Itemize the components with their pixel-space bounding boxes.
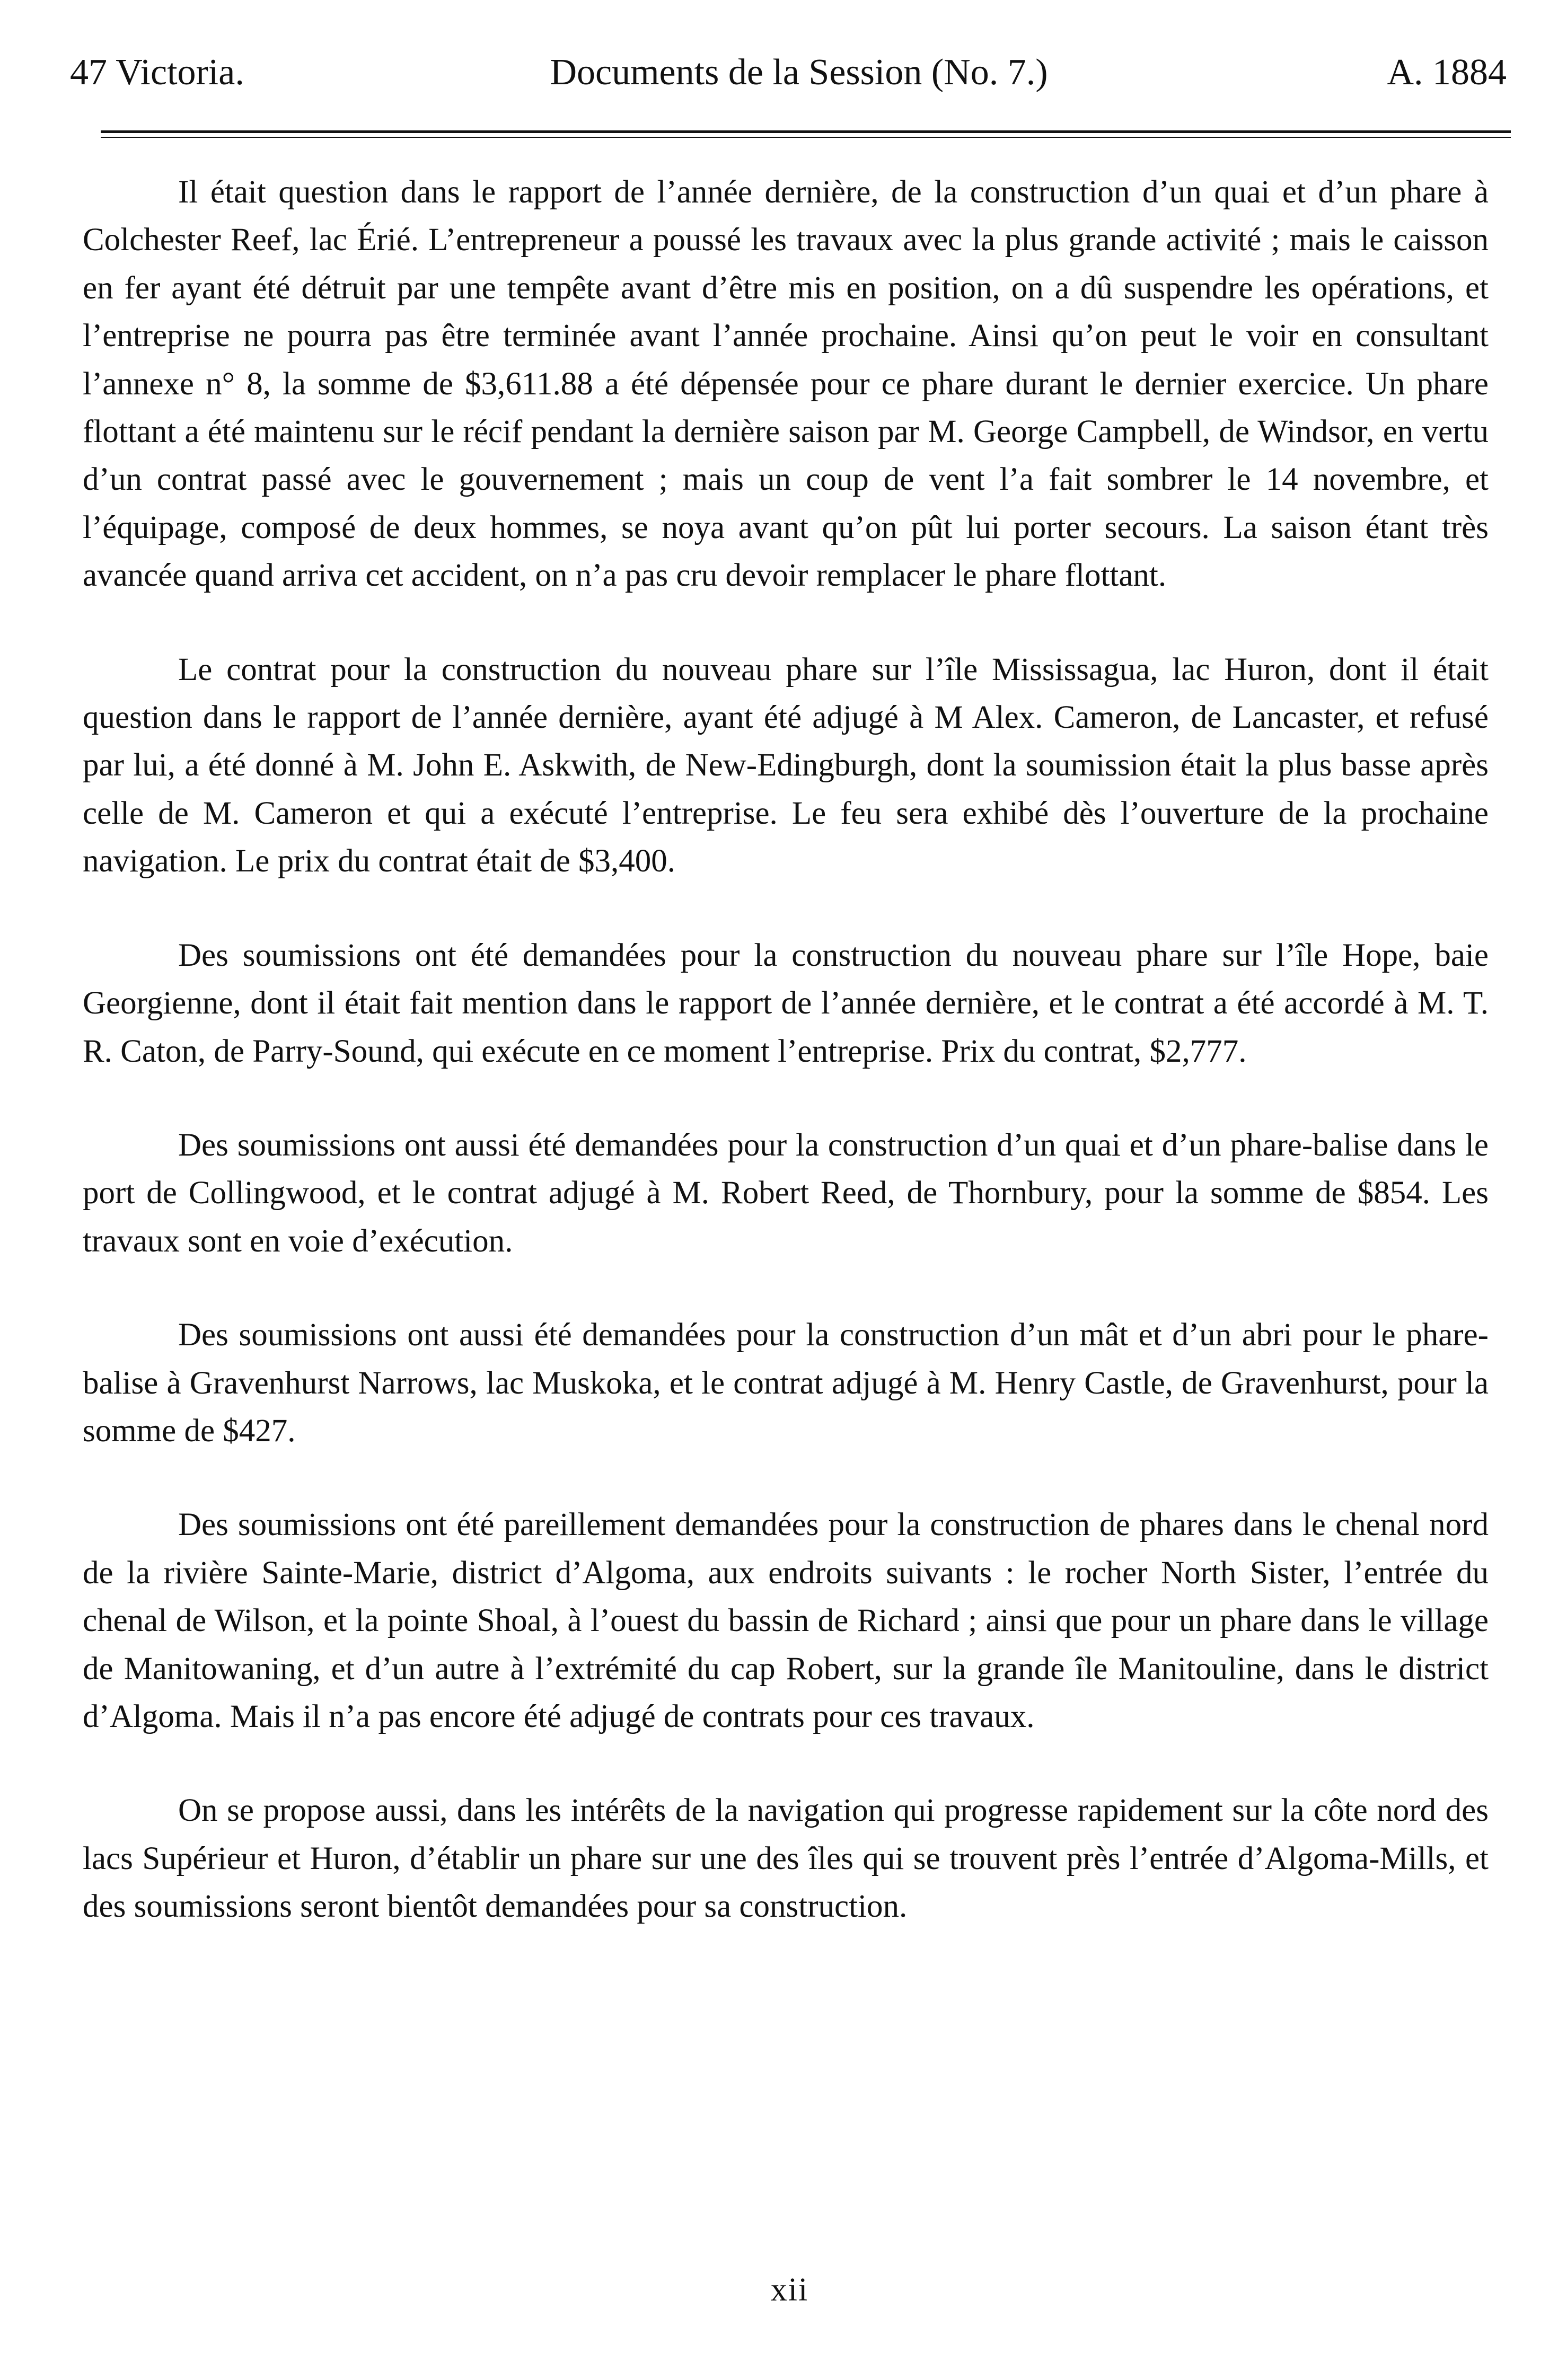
paragraph-collingwood: Des soumissions ont aussi été demandées pour la construction d’un quai et d’un phare-balise dans le port de Collingwood, et le contrat adjugé à M. Robert Reed, de Thornbury, pour la somme de $854. Les travaux sont en voie d’exécution.: [83, 1127, 1489, 1259]
document-body: [83, 169, 1489, 1931]
paragraph-mississagua: Le contrat pour la construction du nouveau phare sur l’île Mississagua, lac Huron, dont il était question dans le rapport de l’année dernière, ayant été adjugé à M Alex. Cameron, de Lancaster, et refusé par lui, a été donné à M. John E. Askwith, de New-Edingburgh, dont la soumission était la plus basse après celle de M. Cameron et qui a exécuté l’entreprise. Le feu sera exhibé dès l’ouverture de la prochaine navigation. Le prix du contrat était de $3,400.: [83, 651, 1489, 879]
header-year: A. 1884: [1387, 52, 1507, 93]
paragraph-colchester-reef: Il était question dans le rapport de l’année dernière, de la construction d’un quai et d’un phare à Colchester Reef, lac Érié. L’entrepreneur a poussé les travaux avec la plus grande activité ; mais le caisson en fer ayant été détruit par une tempête avant d’être mis en position, on a dû suspendre les opérations, et l’entreprise ne pourra pas être terminée avant l’année prochaine. Ainsi qu’on peut le voir en consultant l’annexe n° 8, la somme de $3,611.88 a été dépensée pour ce phare durant le dernier exercice. Un phare flottant a été maintenu sur le récif pendant la dernière saison par M. George Campbell, de Windsor, en vertu d’un contrat passé avec le gouvernement ; mais un coup de vent l’a fait sombrer le 14 novembre, et l’équipage, composé de deux hommes, se noya avant qu’on pût lui porter secours. La saison étant très avancée quand arriva cet accident, on n’a pas cru devoir remplacer le phare flottant.: [83, 174, 1489, 594]
paragraph-gravenhurst: Des soumissions ont aussi été demandées pour la construction d’un mât et d’un abri pour le phare-balise à Gravenhurst Narrows, lac Muskoka, et le contrat adjugé à M. Henry Castle, de Gravenhurst, pour la somme de $427.: [83, 1317, 1489, 1449]
header-session-year: 47 Victoria.: [70, 52, 244, 93]
paragraph-algoma-mills: On se propose aussi, dans les intérêts de la navigation qui progresse rapidement sur la côte nord des lacs Supérieur et Huron, d’établir un phare sur une des îles qui se trouvent près l’entrée d’Algoma-Mills, et des soumissions seront bientôt demandées pour sa construction.: [83, 1793, 1489, 1925]
header-rule-thick: [101, 130, 1511, 133]
paragraph-hope-island: Des soumissions ont été demandées pour la construction du nouveau phare sur l’île Hope, baie Georgienne, dont il était fait mention dans le rapport de l’année dernière, et le contrat a été accordé à M. T. R. Caton, de Parry-Sound, qui exécute en ce moment l’entreprise. Prix du contrat, $2,777.: [83, 937, 1489, 1069]
header-document-title: Documents de la Session (No. 7.): [550, 52, 1048, 93]
header-rule-thin: [101, 137, 1511, 138]
paragraph-sainte-marie: Des soumissions ont été pareillement demandées pour la construction de phares dans le chenal nord de la rivière Sainte-Marie, district d’Algoma, aux endroits suivants : le rocher North Sister, l’entrée du chenal de Wilson, et la pointe Shoal, à l’ouest du bassin de Richard ; ainsi que pour un phare dans le village de Manitowaning, et d’un autre à l’extrémité du cap Robert, sur la grande île Manitouline, dans le district d’Algoma. Mais il n’a pas encore été adjugé de contrats pour ces travaux.: [83, 1507, 1489, 1734]
page-number: xii: [770, 2272, 809, 2308]
running-header: [70, 49, 1507, 96]
